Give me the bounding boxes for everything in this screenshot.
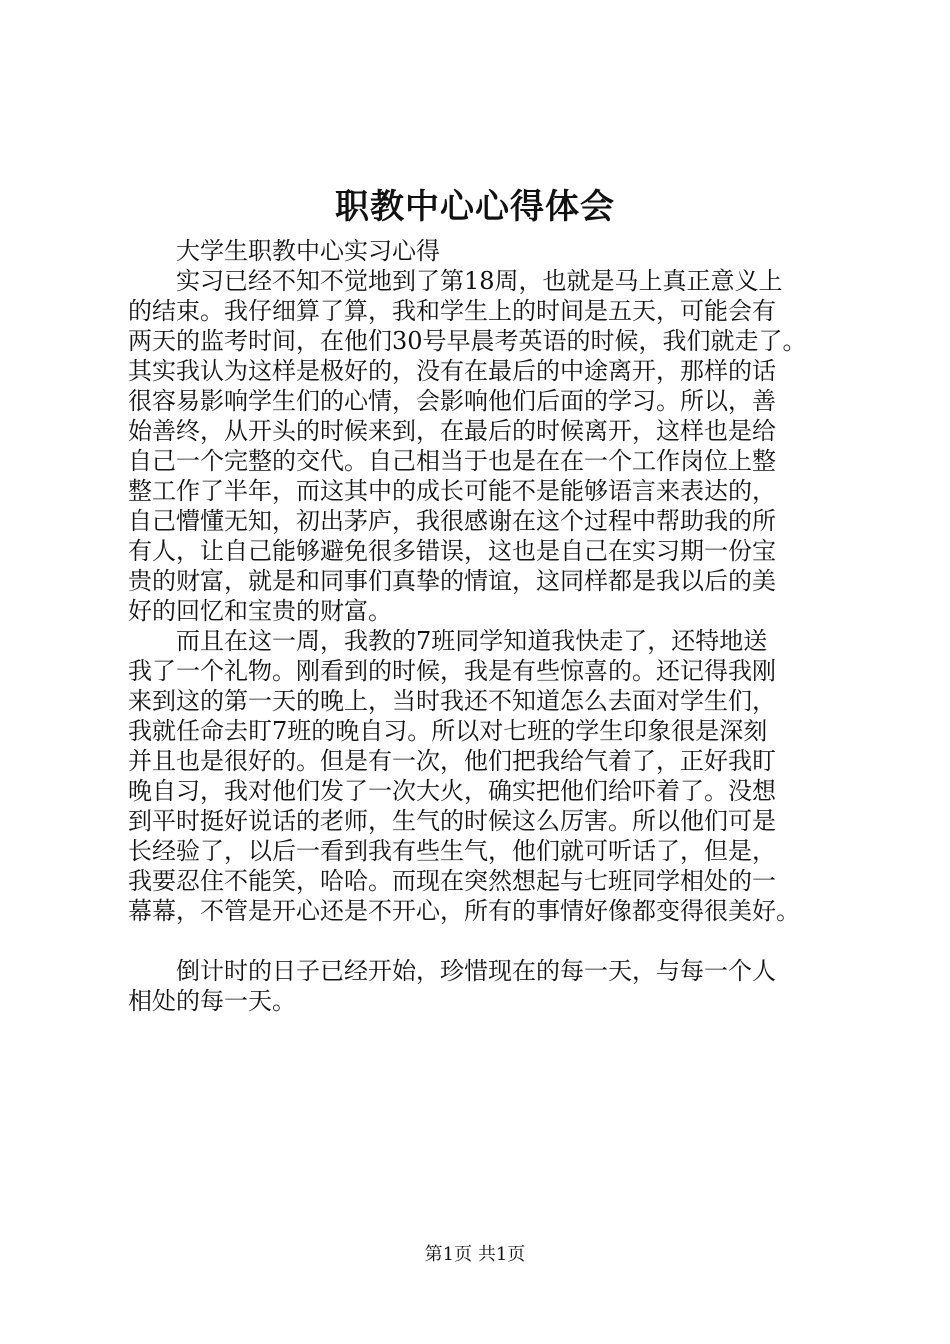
- body-line: 自己一个完整的交代。自己相当于也是在在一个工作岗位上整: [128, 447, 776, 475]
- body-line: 其实我认为这样是极好的，没有在最后的中途离开，那样的话: [128, 357, 776, 385]
- body-line: 两天的监考时间，在他们30号早晨考英语的时候，我们就走了。: [128, 327, 807, 355]
- body-line: 我要忍住不能笑，哈哈。而现在突然想起与七班同学相处的一: [128, 867, 776, 895]
- body-line: 来到这的第一天的晚上，当时我还不知道怎么去面对学生们，: [128, 687, 776, 715]
- body-line: 倒计时的日子已经开始，珍惜现在的每一天，与每一个人: [128, 957, 776, 985]
- body-line: 幕幕，不管是开心还是不开心，所有的事情好像都变得很美好。: [128, 897, 800, 925]
- body-line: 我就任命去盯7班的晚自习。所以对七班的学生印象很是深刻: [128, 717, 768, 745]
- body-line: 很容易影响学生们的心情，会影响他们后面的学习。所以，善: [128, 387, 776, 415]
- document-subtitle: 大学生职教中心实习心得: [176, 237, 440, 265]
- body-line: 晚自习，我对他们发了一次大火，确实把他们给吓着了。没想: [128, 777, 776, 805]
- body-line: 而且在这一周，我教的7班同学知道我快走了，还特地送: [128, 627, 768, 655]
- body-line: 好的回忆和宝贵的财富。: [128, 597, 392, 625]
- body-line: 贵的财富，就是和同事们真挚的情谊，这同样都是我以后的美: [128, 567, 776, 595]
- body-line: 到平时挺好说话的老师，生气的时候这么厉害。所以他们可是: [128, 807, 776, 835]
- body-line: 并且也是很好的。但是有一次，他们把我给气着了，正好我盯: [128, 747, 776, 775]
- document-body: [128, 236, 856, 1016]
- body-line: 始善终，从开头的时候来到，在最后的时候离开，这样也是给: [128, 417, 776, 445]
- body-line: 的结束。我仔细算了算，我和学生上的时间是五天，可能会有: [128, 297, 776, 325]
- body-line: 长经验了，以后一看到我有些生气，他们就可听话了，但是，: [128, 837, 776, 865]
- body-line: 我了一个礼物。刚看到的时候，我是有些惊喜的。还记得我刚: [128, 657, 776, 685]
- body-line: 相处的每一天。: [128, 987, 296, 1015]
- blank-line: [128, 926, 856, 956]
- body-line: 有人，让自己能够避免很多错误，这也是自己在实习期一份宝: [128, 537, 776, 565]
- body-line: 自己懵懂无知，初出茅庐，我很感谢在这个过程中帮助我的所: [128, 507, 776, 535]
- body-line: 整工作了半年，而这其中的成长可能不是能够语言来表达的，: [128, 477, 776, 505]
- body-line: 实习已经不知不觉地到了第18周，也就是马上真正意义上: [128, 267, 783, 295]
- page-footer: 第1页 共1页: [424, 1244, 526, 1265]
- document-title: 职教中心心得体会: [335, 187, 615, 227]
